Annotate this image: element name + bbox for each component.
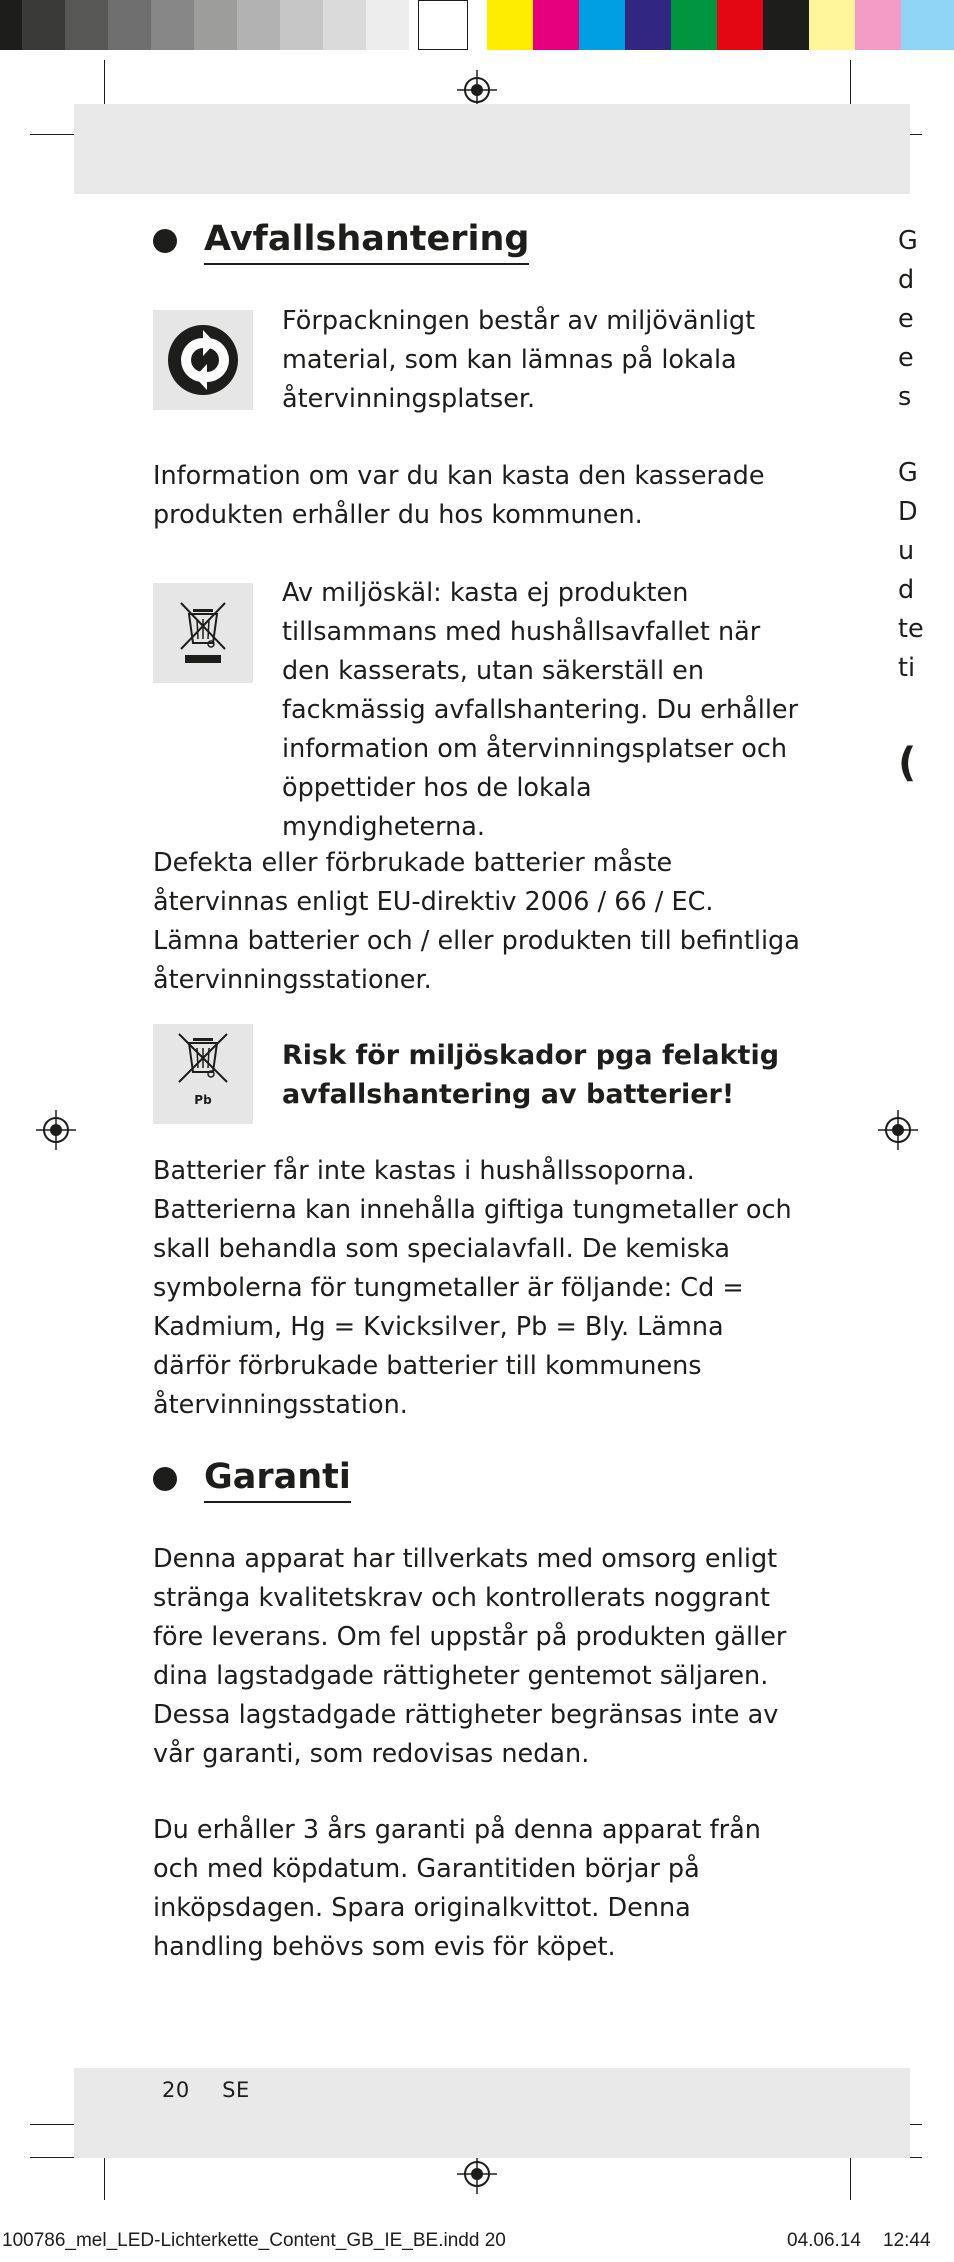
fragment: G xyxy=(898,458,918,488)
slug-file: 100786_mel_LED-Lichterkette_Content_GB_IE_BE.indd 20 xyxy=(2,2230,506,2251)
magenta-swatch xyxy=(533,0,579,50)
fragment: G xyxy=(898,226,918,256)
fragment: e xyxy=(898,304,914,334)
crossed-out-battery-bin-icon xyxy=(171,1032,235,1116)
gray-swatch xyxy=(65,0,109,50)
fragment: te xyxy=(898,614,924,644)
crossed-out-wheelie-bin-icon xyxy=(173,597,233,669)
gray-swatch xyxy=(0,0,23,50)
language-code: SE xyxy=(222,2078,250,2102)
gray-swatch xyxy=(280,0,324,50)
warranty-para-2-block xyxy=(153,1811,803,1967)
env-text-block xyxy=(282,574,802,847)
crop-mark xyxy=(30,2157,80,2158)
info-text: Information om var du kan kasta den kasserade produkten erhåller du hos kommunen. xyxy=(153,461,765,530)
slug-date: 04.06.14 xyxy=(787,2230,861,2251)
gray-swatch xyxy=(323,0,367,50)
registration-mark-icon xyxy=(878,1110,918,1150)
crop-mark xyxy=(30,2124,80,2125)
fragment: u xyxy=(898,536,915,566)
warning-title: Risk för miljöskador pga felaktig avfallshantering av batterier! xyxy=(282,1040,780,1110)
gray-swatch xyxy=(108,0,152,50)
heading-text: Garanti xyxy=(204,1455,351,1503)
slug-time: 12:44 xyxy=(883,2230,931,2251)
green-swatch xyxy=(671,0,717,50)
packaging-text: Förpackningen består av miljövänligt material, som kan lämnas på lokala återvinningsplatser. xyxy=(282,306,756,414)
fragment: D xyxy=(898,497,918,527)
header-band xyxy=(74,104,910,194)
battery-detail-block xyxy=(153,1152,803,1425)
fragment: e xyxy=(898,343,914,373)
packaging-text-block xyxy=(282,302,802,419)
env-text: Av miljöskäl: kasta ej produkten tillsammans med hushållsavfallet när den kasserats, utan säkerställ en fackmässig avfallshantering. Du erhåller information om återvinningsplatser och öppettider hos de lokala myndigheterna. xyxy=(282,578,799,842)
pink-swatch xyxy=(855,0,901,50)
fragment: ti xyxy=(898,653,916,683)
warranty-para-1: Denna apparat har tillverkats med omsorg enligt stränga kvalitetskrav och kontrollerats noggrant före leverans. Om fel uppstår på produkten gäller dina lagstadgade rättigheter gentemot säljaren. Dessa lagstadgade rättigheter begränsas inte av vår garanti, som redovisas nedan. xyxy=(153,1544,787,1769)
battery-detail-text: Batterier får inte kastas i hushållssoporna. Batterierna kan innehålla giftiga tungmetaller och skall behandla som specialavfall. De kemiska symbolerna för tungmetaller är följande: Cd = Kadmium, Hg = Kvicksilver, Pb = Bly. Lämna därför förbrukade batterier till kommunens återvinningsstation. xyxy=(153,1156,792,1420)
gray-swatch xyxy=(237,0,281,50)
weee-icon-box xyxy=(153,583,253,683)
warranty-para-2: Du erhåller 3 års garanti på denna apparat från och med köpdatum. Garantitiden börjar på inköpsdagen. Spara originalkvittot. Denna handling behövs som evis för köpet. xyxy=(153,1815,761,1962)
bullet-icon xyxy=(153,1467,177,1491)
fragment: d xyxy=(898,265,915,295)
battery-icon-box xyxy=(153,1024,253,1124)
bullet-icon xyxy=(153,229,177,253)
battery-text: Defekta eller förbrukade batterier måste återvinnas enligt EU-direktiv 2006 / 66 / EC. Lämna batterier och / eller produkten till befintliga återvinningsstationer. xyxy=(153,848,800,995)
page-number: 20 xyxy=(162,2078,190,2102)
cyan-swatch xyxy=(579,0,625,50)
crop-mark xyxy=(850,60,851,110)
white-swatch xyxy=(418,0,468,50)
gray-swatch xyxy=(22,0,66,50)
light-cyan-swatch xyxy=(901,0,954,50)
battery-icon-label: Pb xyxy=(194,1093,212,1107)
fragment: s xyxy=(898,382,912,412)
crop-mark xyxy=(30,134,80,135)
light-yellow-swatch xyxy=(809,0,855,50)
crop-mark xyxy=(104,60,105,110)
section-heading-warranty xyxy=(153,1455,351,1503)
fragment: d xyxy=(898,575,915,605)
blue-swatch xyxy=(625,0,671,50)
gray-swatch xyxy=(151,0,195,50)
warranty-para-1-block xyxy=(153,1540,803,1774)
black-swatch xyxy=(763,0,809,50)
warning-block xyxy=(282,1036,802,1114)
recycle-icon-box xyxy=(153,310,253,410)
gray-swatch xyxy=(366,0,410,50)
page-footer xyxy=(162,2078,250,2102)
registration-mark-icon xyxy=(457,2154,497,2194)
gray-swatch xyxy=(194,0,238,50)
heading-text: Avfallshantering xyxy=(204,217,529,265)
red-swatch xyxy=(717,0,763,50)
green-dot-recycling-icon xyxy=(165,322,241,398)
info-text-block xyxy=(153,457,803,535)
registration-mark-icon xyxy=(36,1110,76,1150)
fragment: ( xyxy=(898,740,917,786)
section-heading-waste xyxy=(153,217,529,265)
yellow-swatch xyxy=(487,0,533,50)
battery-text-block xyxy=(153,844,803,1000)
